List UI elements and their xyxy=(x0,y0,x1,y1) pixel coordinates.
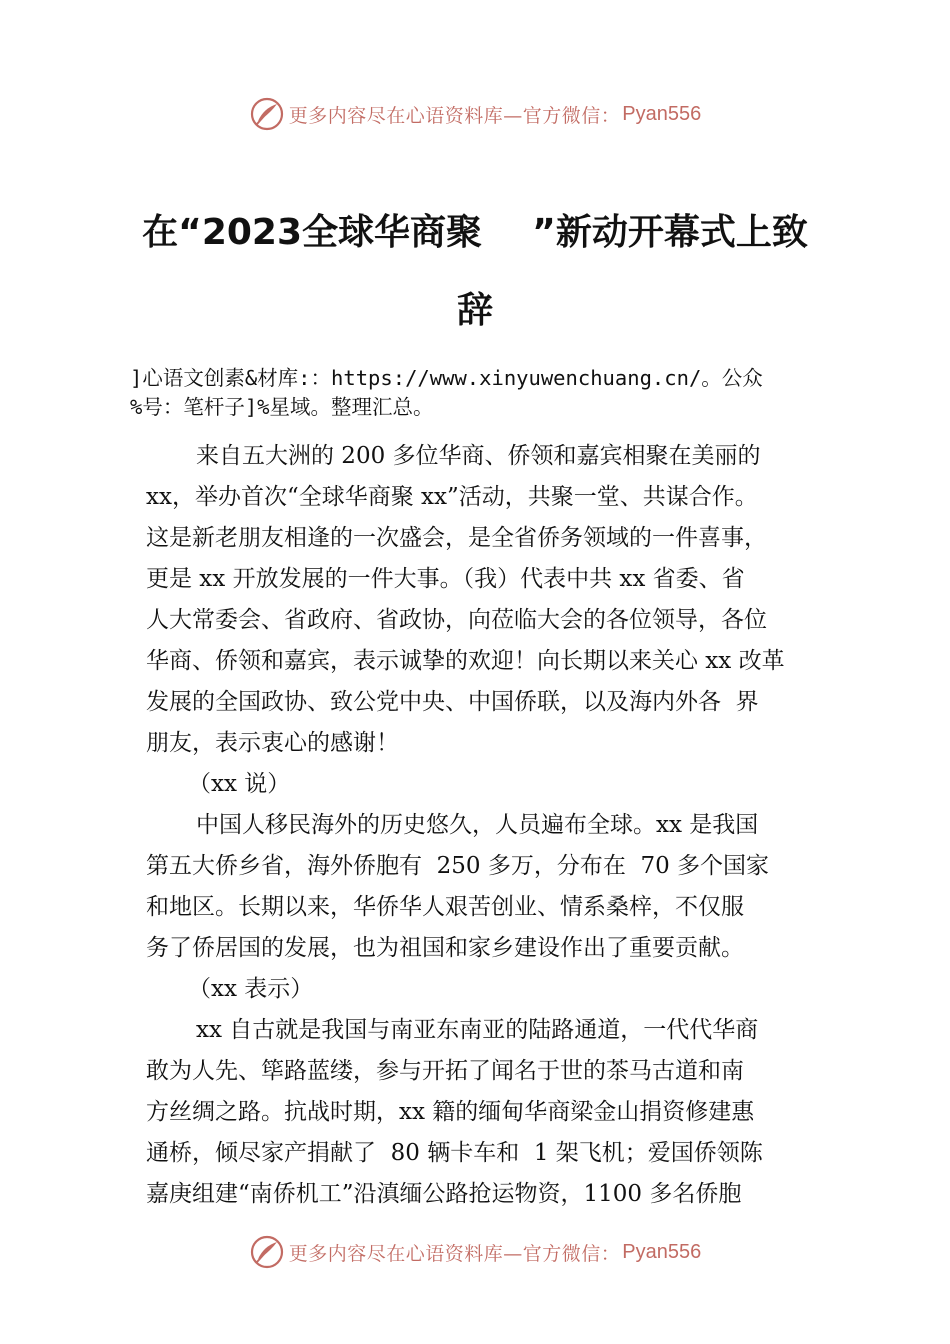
paragraph-line: 通桥，倾尽家产捐献了 80 辆卡车和 1 架飞机；爱国侨领陈 xyxy=(146,1140,763,1166)
header-banner xyxy=(0,94,950,134)
paragraph-line: 务了侨居国的发展，也为祖国和家乡建设作出了重要贡献。 xyxy=(146,935,744,961)
paragraph-line: 朋友，表示衷心的感谢！ xyxy=(146,730,399,756)
paragraph-line: 华商、侨领和嘉宾，表示诚挚的欢迎！向长期以来关心 xx 改革 xyxy=(146,648,785,674)
source-note-line: ]心语文创素&材库:：https://www.xinyuwenchuang.cn/。公众 xyxy=(130,366,763,390)
document-body xyxy=(146,436,826,1215)
banner-wechat-id: Pyan556 xyxy=(622,102,702,125)
paragraph-line: xx，举办首次“全球华商聚 xx”活动，共聚一堂、共谋合作。 xyxy=(146,484,758,510)
quill-logo-icon xyxy=(249,1234,285,1270)
paragraph-line: 方丝绸之路。抗战时期，xx 籍的缅甸华商梁金山捐资修建惠 xyxy=(146,1099,755,1125)
banner-text: 更多内容尽在心语资料库—官方微信： xyxy=(288,1242,621,1265)
paragraph-line: xx 自古就是我国与南亚东南亚的陆路通道，一代代华商 xyxy=(196,1017,759,1043)
paragraph-line: 更是 xx 开放发展的一件大事。（我）代表中共 xx 省委、省 xyxy=(146,566,745,592)
source-note-line: %号：笔杆子]%星域。整理汇总。 xyxy=(130,395,434,419)
paragraph-line: 发展的全国政协、致公党中央、中国侨联，以及海内外各 界 xyxy=(146,689,759,715)
source-note xyxy=(130,364,850,422)
section-marker: （xx 说） xyxy=(188,771,291,797)
banner-text: 更多内容尽在心语资料库—官方微信： xyxy=(288,104,621,127)
footer-banner xyxy=(0,1232,950,1272)
paragraph-line: 敢为人先、筚路蓝缕，参与开拓了闻名于世的茶马古道和南 xyxy=(146,1058,744,1084)
paragraph-line: 和地区。长期以来，华侨华人艰苦创业、情系桑梓，不仅服 xyxy=(146,894,744,920)
quill-logo-icon xyxy=(249,96,285,132)
banner-wechat-id: Pyan556 xyxy=(622,1240,702,1263)
paragraph-line: 人大常委会、省政府、省政协，向莅临大会的各位领导，各位 xyxy=(146,607,767,633)
document-title-line-2: 辞 xyxy=(456,290,493,331)
document-title-line-1: 在“2023全球华商聚 ”新动开幕式上致 xyxy=(142,212,808,253)
paragraph-line: 这是新老朋友相逢的一次盛会，是全省侨务领域的一件喜事， xyxy=(146,525,767,551)
paragraph-line: 来自五大洲的 200 多位华商、侨领和嘉宾相聚在美丽的 xyxy=(196,443,761,469)
paragraph-line: 中国人移民海外的历史悠久，人员遍布全球。xx 是我国 xyxy=(196,812,759,838)
section-marker: （xx 表示） xyxy=(188,976,314,1002)
paragraph-line: 嘉庚组建“南侨机工”沿滇缅公路抢运物资，1100 多名侨胞 xyxy=(146,1181,742,1207)
paragraph-line: 第五大侨乡省，海外侨胞有 250 多万，分布在 70 多个国家 xyxy=(146,853,770,879)
